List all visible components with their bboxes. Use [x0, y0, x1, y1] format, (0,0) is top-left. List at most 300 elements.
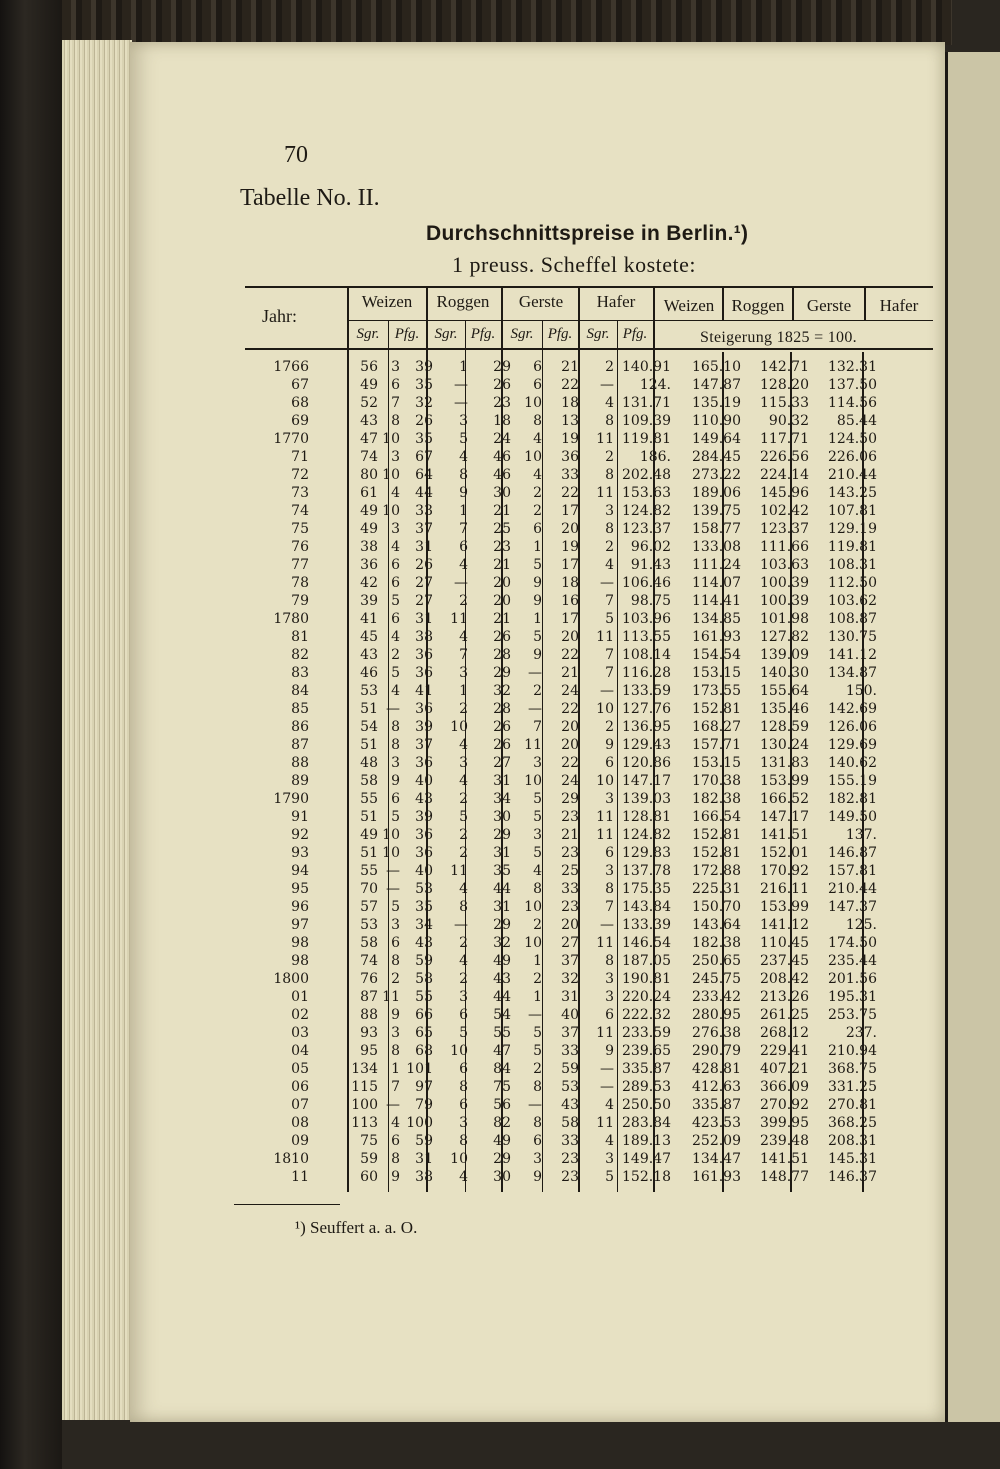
unit-sgr-hafer: Sgr.	[586, 326, 610, 342]
cell-year: 92	[291, 827, 309, 843]
cell-weizen-sgr: 41	[360, 611, 378, 627]
cell-hafer-pfg: 5	[605, 1169, 614, 1185]
cell-hafer-sgr: 23	[561, 809, 579, 825]
cell-gerste-sgr: 56	[493, 1097, 511, 1113]
cell-index-gerste: 141.51	[760, 827, 809, 843]
cell-gerste-pfg: 10	[524, 449, 542, 465]
cell-gerste-sgr: 55	[493, 1025, 511, 1041]
cell-hafer-pfg: 8	[605, 413, 614, 429]
cell-hafer-pfg: 10	[596, 773, 614, 789]
cell-index-hafer: 208.31	[828, 1133, 877, 1149]
cell-gerste-pfg: 2	[533, 917, 542, 933]
cell-roggen-pfg: 8	[459, 899, 468, 915]
cell-roggen-sgr: 26	[415, 413, 433, 429]
cell-gerste-pfg: —	[528, 701, 542, 717]
cell-index-hafer: 237.	[845, 1025, 877, 1041]
cell-weizen-pfg: 8	[391, 1151, 400, 1167]
table-row	[243, 556, 933, 574]
cell-year: 08	[291, 1115, 309, 1131]
table-row	[243, 646, 933, 664]
cell-weizen-pfg: 2	[391, 971, 400, 987]
cell-weizen-pfg: 11	[382, 989, 400, 1005]
cell-roggen-sgr: 36	[415, 665, 433, 681]
cell-index-roggen: 154.54	[692, 647, 741, 663]
cell-roggen-pfg: 2	[459, 791, 468, 807]
cell-index-weizen: 133.39	[622, 917, 671, 933]
table-row	[243, 916, 933, 934]
cell-weizen-pfg: 4	[391, 683, 400, 699]
cell-roggen-sgr: 44	[415, 485, 433, 501]
cell-index-roggen: 134.47	[692, 1151, 741, 1167]
table-row	[243, 844, 933, 862]
cell-hafer-pfg: —	[600, 683, 614, 699]
cell-roggen-sgr: 38	[415, 629, 433, 645]
cell-index-hafer: 143.25	[828, 485, 877, 501]
cell-weizen-sgr: 55	[360, 863, 378, 879]
cell-index-gerste: 366.09	[760, 1079, 809, 1095]
cell-weizen-sgr: 70	[360, 881, 378, 897]
cell-roggen-pfg: 6	[459, 1097, 468, 1113]
divider-index-weizen	[722, 288, 724, 320]
table-row	[243, 592, 933, 610]
cell-roggen-sgr: 36	[415, 701, 433, 717]
cell-hafer-pfg: 4	[605, 1133, 614, 1149]
cell-roggen-pfg: 3	[459, 665, 468, 681]
cell-index-weizen: 239.65	[622, 1043, 671, 1059]
cell-index-roggen: 173.55	[692, 683, 741, 699]
cell-hafer-sgr: 25	[561, 863, 579, 879]
cell-weizen-pfg: 7	[391, 395, 400, 411]
cell-hafer-pfg: 3	[605, 791, 614, 807]
cell-hafer-pfg: 2	[605, 449, 614, 465]
cell-index-roggen: 189.06	[692, 485, 741, 501]
table-row	[243, 736, 933, 754]
cell-weizen-pfg: 1	[391, 1061, 400, 1077]
cell-gerste-sgr: 21	[493, 557, 511, 573]
table-row	[243, 1060, 933, 1078]
cell-index-weizen: 335.87	[622, 1061, 671, 1077]
cell-hafer-sgr: 33	[561, 1043, 579, 1059]
cell-weizen-sgr: 51	[360, 809, 378, 825]
cell-hafer-sgr: 17	[561, 557, 579, 573]
cell-index-weizen: 136.95	[622, 719, 671, 735]
cell-hafer-sgr: 59	[561, 1061, 579, 1077]
table-row	[243, 1042, 933, 1060]
cell-roggen-sgr: 43	[415, 935, 433, 951]
cell-index-roggen: 158.77	[692, 521, 741, 537]
cell-gerste-sgr: 49	[493, 953, 511, 969]
cell-weizen-pfg: —	[386, 881, 400, 897]
cell-hafer-pfg: 11	[596, 1115, 614, 1131]
cell-hafer-sgr: 32	[561, 971, 579, 987]
cell-weizen-pfg: 6	[391, 557, 400, 573]
cell-year: 11	[291, 1169, 309, 1185]
cell-roggen-sgr: 39	[415, 809, 433, 825]
cell-index-hafer: 107.81	[828, 503, 877, 519]
cell-year: 1800	[273, 971, 309, 987]
cell-year: 81	[291, 629, 309, 645]
cell-index-hafer: 141.12	[828, 647, 877, 663]
cell-index-roggen: 149.64	[692, 431, 741, 447]
cell-index-weizen: 222.32	[622, 1007, 671, 1023]
cell-index-roggen: 114.07	[692, 575, 741, 591]
cell-year: 74	[291, 503, 309, 519]
cell-roggen-sgr: 59	[415, 953, 433, 969]
cell-index-roggen: 172.88	[692, 863, 741, 879]
cell-index-roggen: 335.87	[692, 1097, 741, 1113]
cell-gerste-sgr: 20	[493, 593, 511, 609]
cell-weizen-pfg: 3	[391, 755, 400, 771]
cell-hafer-pfg: 10	[596, 701, 614, 717]
cell-hafer-sgr: 20	[561, 737, 579, 753]
cell-gerste-sgr: 30	[493, 809, 511, 825]
cell-weizen-pfg: 10	[382, 845, 400, 861]
unit-pfg-hafer: Pfg.	[622, 326, 648, 342]
cell-weizen-pfg: 2	[391, 647, 400, 663]
cell-gerste-pfg: 4	[533, 467, 542, 483]
cell-hafer-sgr: 24	[561, 773, 579, 789]
cell-weizen-sgr: 58	[360, 773, 378, 789]
cell-hafer-sgr: 20	[561, 521, 579, 537]
cell-index-weizen: 108.14	[622, 647, 671, 663]
cell-roggen-pfg: 11	[450, 863, 468, 879]
cell-index-roggen: 412.63	[692, 1079, 741, 1095]
cell-hafer-sgr: 22	[561, 377, 579, 393]
cell-gerste-pfg: 5	[533, 1025, 542, 1041]
cell-index-hafer: 119.81	[828, 539, 877, 555]
cell-weizen-sgr: 57	[360, 899, 378, 915]
cell-weizen-sgr: 38	[360, 539, 378, 555]
cell-year: 03	[291, 1025, 309, 1041]
page-number: 70	[284, 142, 308, 168]
table-row	[243, 1096, 933, 1114]
cell-gerste-sgr: 32	[493, 683, 511, 699]
cell-hafer-pfg: 8	[605, 953, 614, 969]
cell-weizen-sgr: 56	[360, 359, 378, 375]
cell-hafer-pfg: —	[600, 1061, 614, 1077]
cell-roggen-pfg: —	[454, 575, 468, 591]
cell-index-gerste: 155.64	[760, 683, 809, 699]
cell-gerste-pfg: 6	[533, 1133, 542, 1149]
cell-roggen-pfg: 4	[459, 557, 468, 573]
cell-hafer-sgr: 24	[561, 683, 579, 699]
cell-index-roggen: 147.87	[692, 377, 741, 393]
cell-hafer-sgr: 20	[561, 917, 579, 933]
table-row	[243, 574, 933, 592]
cell-hafer-sgr: 36	[561, 449, 579, 465]
cell-gerste-sgr: 54	[493, 1007, 511, 1023]
table-row	[243, 988, 933, 1006]
cell-roggen-sgr: 41	[415, 683, 433, 699]
cell-roggen-pfg: 9	[459, 485, 468, 501]
cell-year: 98	[291, 935, 309, 951]
cell-roggen-pfg: 2	[459, 701, 468, 717]
cell-weizen-pfg: 8	[391, 737, 400, 753]
cell-weizen-sgr: 45	[360, 629, 378, 645]
cell-index-roggen: 157.71	[692, 737, 741, 753]
cell-weizen-sgr: 48	[360, 755, 378, 771]
cell-index-weizen: 106.46	[622, 575, 671, 591]
cell-hafer-sgr: 40	[561, 1007, 579, 1023]
cell-gerste-pfg: 10	[524, 395, 542, 411]
cell-index-roggen: 139.75	[692, 503, 741, 519]
cell-index-gerste: 100.39	[760, 593, 809, 609]
cell-hafer-pfg: 3	[605, 989, 614, 1005]
cell-roggen-pfg: —	[454, 377, 468, 393]
cell-roggen-sgr: 27	[415, 593, 433, 609]
cell-gerste-sgr: 29	[493, 827, 511, 843]
cell-index-gerste: 152.01	[760, 845, 809, 861]
column-header-weizen: Weizen	[361, 292, 413, 311]
cell-weizen-pfg: 10	[382, 827, 400, 843]
cell-index-gerste: 123.37	[760, 521, 809, 537]
cell-index-hafer: 142.69	[828, 701, 877, 717]
cell-hafer-pfg: 11	[596, 431, 614, 447]
cell-roggen-sgr: 33	[415, 503, 433, 519]
cell-gerste-sgr: 43	[493, 971, 511, 987]
cell-index-gerste: 140.30	[760, 665, 809, 681]
cell-year: 67	[291, 377, 309, 393]
cell-index-weizen: 153.63	[622, 485, 671, 501]
cell-hafer-pfg: —	[600, 377, 614, 393]
cell-gerste-sgr: 35	[493, 863, 511, 879]
cell-hafer-sgr: 33	[561, 1133, 579, 1149]
table-row	[243, 826, 933, 844]
cell-gerste-sgr: 29	[493, 917, 511, 933]
cell-gerste-sgr: 26	[493, 737, 511, 753]
table-row	[243, 772, 933, 790]
cell-year: 93	[291, 845, 309, 861]
cell-index-hafer: 226.06	[828, 449, 877, 465]
cell-index-gerste: 110.45	[760, 935, 809, 951]
cell-index-weizen: 116.28	[622, 665, 671, 681]
cell-year: 77	[291, 557, 309, 573]
cell-gerste-sgr: 46	[493, 467, 511, 483]
cell-hafer-sgr: 21	[561, 665, 579, 681]
table-row	[243, 358, 933, 376]
cell-index-gerste: 213.26	[760, 989, 809, 1005]
adjacent-page-edge	[945, 52, 1000, 1422]
cell-roggen-pfg: 4	[459, 773, 468, 789]
cell-gerste-pfg: —	[528, 665, 542, 681]
cell-weizen-pfg: 8	[391, 1043, 400, 1059]
price-table	[243, 358, 933, 1186]
table-row	[243, 664, 933, 682]
cell-index-weizen: 129.83	[622, 845, 671, 861]
cell-year: 84	[291, 683, 309, 699]
cell-roggen-sgr: 43	[415, 791, 433, 807]
cell-index-roggen: 152.81	[692, 845, 741, 861]
cell-index-weizen: 103.96	[622, 611, 671, 627]
cell-year: 98	[291, 953, 309, 969]
cell-hafer-sgr: 29	[561, 791, 579, 807]
cell-roggen-pfg: 10	[450, 1043, 468, 1059]
cell-index-hafer: 147.37	[828, 899, 877, 915]
cell-roggen-sgr: 38	[415, 1169, 433, 1185]
column-header-gerste: Gerste	[518, 292, 564, 311]
cell-index-weizen: 129.43	[622, 737, 671, 753]
cell-index-weizen: 152.18	[622, 1169, 671, 1185]
table-row	[243, 934, 933, 952]
table-row	[243, 430, 933, 448]
cell-index-weizen: 124.	[639, 377, 671, 393]
cell-weizen-pfg: 5	[391, 809, 400, 825]
cell-index-weizen: 147.17	[622, 773, 671, 789]
cell-index-gerste: 141.12	[760, 917, 809, 933]
cell-index-gerste: 103.63	[760, 557, 809, 573]
column-header-hafer: Hafer	[596, 292, 636, 311]
cell-gerste-sgr: 23	[493, 395, 511, 411]
cell-gerste-pfg: 3	[533, 827, 542, 843]
cell-gerste-sgr: 46	[493, 449, 511, 465]
table-row	[243, 1024, 933, 1042]
cell-year: 06	[291, 1079, 309, 1095]
cell-index-hafer: 368.75	[828, 1061, 877, 1077]
table-row	[243, 718, 933, 736]
unit-pfg-gerste: Pfg.	[547, 326, 573, 342]
cell-year: 79	[291, 593, 309, 609]
cell-hafer-pfg: 4	[605, 557, 614, 573]
cell-index-gerste: 166.52	[760, 791, 809, 807]
cell-index-roggen: 182.38	[692, 935, 741, 951]
cell-gerste-pfg: 4	[533, 863, 542, 879]
cell-hafer-sgr: 37	[561, 1025, 579, 1041]
cell-weizen-sgr: 49	[360, 377, 378, 393]
cell-gerste-sgr: 26	[493, 719, 511, 735]
cell-hafer-sgr: 37	[561, 953, 579, 969]
cell-index-hafer: 149.50	[828, 809, 877, 825]
cell-hafer-sgr: 21	[561, 359, 579, 375]
cell-index-weizen: 146.54	[622, 935, 671, 951]
cell-index-roggen: 276.38	[692, 1025, 741, 1041]
cell-roggen-pfg: 3	[459, 413, 468, 429]
cell-gerste-pfg: 8	[533, 1079, 542, 1095]
cell-index-hafer: 155.19	[828, 773, 877, 789]
cell-index-roggen: 280.95	[692, 1007, 741, 1023]
cell-hafer-pfg: 11	[596, 809, 614, 825]
book-spine-top	[62, 0, 952, 45]
table-row	[243, 682, 933, 700]
cell-index-roggen: 111.24	[692, 557, 741, 573]
cell-hafer-pfg: 6	[605, 755, 614, 771]
cell-weizen-sgr: 75	[360, 1133, 378, 1149]
cell-weizen-sgr: 47	[360, 431, 378, 447]
cell-weizen-pfg: —	[386, 863, 400, 879]
table-row	[243, 610, 933, 628]
cell-index-hafer: 103.62	[828, 593, 877, 609]
cell-index-hafer: 182.81	[828, 791, 877, 807]
steigerung-label: Steigerung 1825 = 100.	[700, 329, 857, 346]
cell-weizen-sgr: 51	[360, 701, 378, 717]
cell-hafer-sgr: 20	[561, 629, 579, 645]
cell-index-weizen: 124.82	[622, 827, 671, 843]
cell-index-gerste: 268.12	[760, 1025, 809, 1041]
cell-gerste-sgr: 30	[493, 1169, 511, 1185]
cell-index-hafer: 157.81	[828, 863, 877, 879]
cell-roggen-sgr: 35	[415, 899, 433, 915]
cell-index-hafer: 124.50	[828, 431, 877, 447]
cell-index-gerste: 270.92	[760, 1097, 809, 1113]
cell-weizen-pfg: 6	[391, 935, 400, 951]
cell-gerste-pfg: 2	[533, 971, 542, 987]
cell-roggen-pfg: —	[454, 395, 468, 411]
cell-gerste-pfg: —	[528, 1007, 542, 1023]
cell-weizen-pfg: 4	[391, 629, 400, 645]
cell-index-gerste: 208.42	[760, 971, 809, 987]
cell-index-hafer: 150.	[845, 683, 877, 699]
cell-weizen-sgr: 39	[360, 593, 378, 609]
cell-index-weizen: 143.84	[622, 899, 671, 915]
cell-index-hafer: 145.31	[828, 1151, 877, 1167]
cell-roggen-sgr: 31	[415, 539, 433, 555]
cell-index-hafer: 132.31	[828, 359, 877, 375]
cell-roggen-pfg: 4	[459, 953, 468, 969]
cell-index-gerste: 128.59	[760, 719, 809, 735]
cell-index-gerste: 135.46	[760, 701, 809, 717]
cell-weizen-sgr: 115	[351, 1079, 378, 1095]
cell-index-roggen: 252.09	[692, 1133, 741, 1149]
cell-gerste-pfg: 10	[524, 899, 542, 915]
cell-weizen-sgr: 54	[360, 719, 378, 735]
cell-roggen-sgr: 55	[415, 989, 433, 1005]
unit-pfg-roggen: Pfg.	[470, 326, 496, 342]
cell-gerste-pfg: —	[528, 1097, 542, 1113]
cell-weizen-pfg: 3	[391, 359, 400, 375]
table-row	[243, 394, 933, 412]
cell-gerste-sgr: 32	[493, 935, 511, 951]
cell-gerste-sgr: 20	[493, 575, 511, 591]
cell-hafer-pfg: 8	[605, 881, 614, 897]
cell-index-roggen: 161.93	[692, 1169, 741, 1185]
table-row	[243, 412, 933, 430]
table-row	[243, 880, 933, 898]
cell-index-roggen: 245.75	[692, 971, 741, 987]
cell-index-gerste: 102.42	[760, 503, 809, 519]
cell-index-gerste: 153.99	[760, 899, 809, 915]
cell-roggen-pfg: 8	[459, 1133, 468, 1149]
table-row	[243, 1078, 933, 1096]
cell-roggen-pfg: 6	[459, 1061, 468, 1077]
cell-roggen-pfg: 4	[459, 449, 468, 465]
cell-hafer-pfg: 9	[605, 737, 614, 753]
cell-weizen-pfg: 7	[391, 1079, 400, 1095]
cell-roggen-sgr: 65	[415, 1025, 433, 1041]
cell-year: 69	[291, 413, 309, 429]
table-row	[243, 628, 933, 646]
cell-index-roggen: 153.15	[692, 755, 741, 771]
cell-hafer-sgr: 22	[561, 485, 579, 501]
cell-roggen-sgr: 36	[415, 827, 433, 843]
cell-index-roggen: 135.19	[692, 395, 741, 411]
cell-hafer-sgr: 20	[561, 719, 579, 735]
cell-index-gerste: 216.11	[760, 881, 809, 897]
column-header-index-hafer: Hafer	[879, 296, 919, 315]
cell-index-hafer: 112.50	[828, 575, 877, 591]
cell-gerste-pfg: 6	[533, 359, 542, 375]
cell-index-gerste: 115.33	[760, 395, 809, 411]
cell-hafer-pfg: 7	[605, 593, 614, 609]
cell-roggen-pfg: 2	[459, 845, 468, 861]
cell-hafer-sgr: 33	[561, 467, 579, 483]
cell-gerste-pfg: 1	[533, 989, 542, 1005]
cell-index-roggen: 143.64	[692, 917, 741, 933]
cell-index-gerste: 131.83	[760, 755, 809, 771]
cell-index-roggen: 165.10	[692, 359, 741, 375]
divider-index-gerste	[864, 288, 866, 320]
cell-weizen-pfg: 10	[382, 503, 400, 519]
cell-year: 95	[291, 881, 309, 897]
cell-hafer-pfg: 5	[605, 611, 614, 627]
